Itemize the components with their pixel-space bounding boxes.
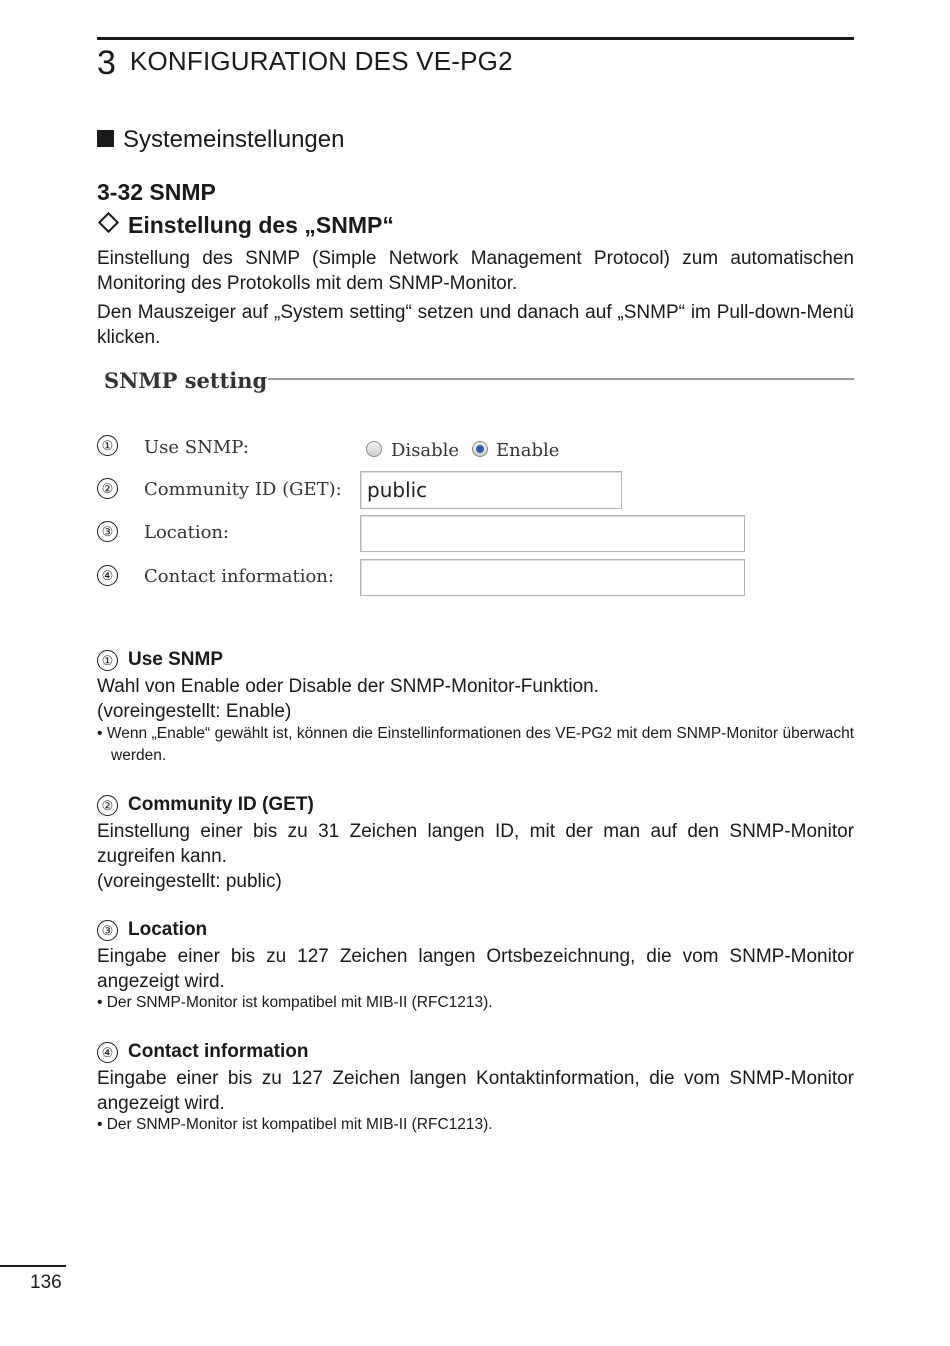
field-marker-3: ③ bbox=[97, 521, 118, 542]
description-marker-3: ③ bbox=[97, 920, 118, 941]
description-text-4a: Eingabe einer bis zu 127 Zeichen langen Kontaktinformation, die vom SNMP-Monitor angezeigt wird. bbox=[97, 1068, 854, 1114]
description-marker-2: ② bbox=[97, 795, 118, 816]
chapter-title: KONFIGURATION DES VE-PG2 bbox=[129, 46, 513, 76]
description-title-3: Location bbox=[128, 919, 208, 940]
description-text-2b: (voreingestellt: public) bbox=[97, 871, 282, 892]
description-text-2a: Einstellung einer bis zu 31 Zeichen langen ID, mit der man auf den SNMP-Monitor zugreifen kann. bbox=[97, 821, 854, 867]
topic-heading-text: Einstellung des „SNMP“ bbox=[128, 212, 394, 238]
enable-radio-label: Enable bbox=[496, 440, 560, 461]
field-marker-1: ① bbox=[97, 435, 118, 456]
intro-paragraph-1: Einstellung des SNMP (Simple Network Management Protocol) zum automatischen Monitoring des Protokolls mit dem SNMP-Monitor. bbox=[97, 248, 854, 294]
snmp-setting-title: SNMP setting bbox=[104, 368, 268, 393]
description-heading-4 bbox=[97, 1041, 309, 1063]
section-title bbox=[97, 126, 344, 154]
field-marker-2: ② bbox=[97, 478, 118, 499]
location-input[interactable] bbox=[360, 515, 745, 552]
chapter-number: 3 bbox=[97, 44, 116, 82]
description-heading-1 bbox=[97, 649, 223, 671]
snmp-setting-rule bbox=[268, 378, 854, 380]
location-label: Location: bbox=[144, 522, 230, 543]
description-title-1: Use SNMP bbox=[128, 649, 224, 670]
diamond-icon bbox=[98, 212, 119, 233]
subsection-title: 3-32 SNMP bbox=[97, 179, 216, 205]
contact-information-input[interactable] bbox=[360, 559, 745, 596]
use-snmp-label: Use SNMP: bbox=[144, 437, 249, 458]
section-title-text: Systemeinstellungen bbox=[123, 126, 345, 153]
footer-rule bbox=[0, 1265, 66, 1267]
description-note-3: • Der SNMP-Monitor ist kompatibel mit MIB-II (RFC1213). bbox=[97, 994, 493, 1011]
description-note-4: • Der SNMP-Monitor ist kompatibel mit MIB-II (RFC1213). bbox=[97, 1116, 493, 1133]
contact-information-label: Contact information: bbox=[144, 566, 334, 587]
disable-radio[interactable] bbox=[366, 441, 382, 457]
description-marker-1: ① bbox=[97, 650, 118, 671]
square-bullet-icon bbox=[97, 130, 114, 147]
description-text-1b: (voreingestellt: Enable) bbox=[97, 701, 292, 722]
description-text-1a: Wahl von Enable oder Disable der SNMP-Monitor-Funktion. bbox=[97, 676, 599, 697]
description-title-2: Community ID (GET) bbox=[128, 794, 314, 815]
disable-radio-label: Disable bbox=[391, 440, 460, 461]
description-marker-4: ④ bbox=[97, 1042, 118, 1063]
intro-paragraph-2: Den Mauszeiger auf „System setting“ setzen und danach auf „SNMP“ im Pull-down-Menü klicken. bbox=[97, 302, 854, 348]
community-id-input[interactable]: public bbox=[360, 471, 622, 509]
description-heading-3 bbox=[97, 919, 207, 941]
chapter-header bbox=[97, 44, 513, 83]
description-note-1: • Wenn „Enable“ gewählt ist, können die Einstellinformationen des VE-PG2 mit dem SNMP-Monitor überwacht werden. bbox=[97, 725, 854, 764]
description-heading-2 bbox=[97, 794, 314, 816]
page-number: 136 bbox=[30, 1272, 62, 1293]
community-id-label: Community ID (GET): bbox=[144, 479, 342, 500]
topic-heading bbox=[97, 212, 394, 239]
description-text-3a: Eingabe einer bis zu 127 Zeichen langen Ortsbezeichnung, die vom SNMP-Monitor angezeigt wird. bbox=[97, 946, 854, 992]
field-marker-4: ④ bbox=[97, 565, 118, 586]
description-title-4: Contact information bbox=[128, 1041, 309, 1062]
enable-radio[interactable] bbox=[472, 441, 488, 457]
top-rule bbox=[97, 37, 854, 40]
